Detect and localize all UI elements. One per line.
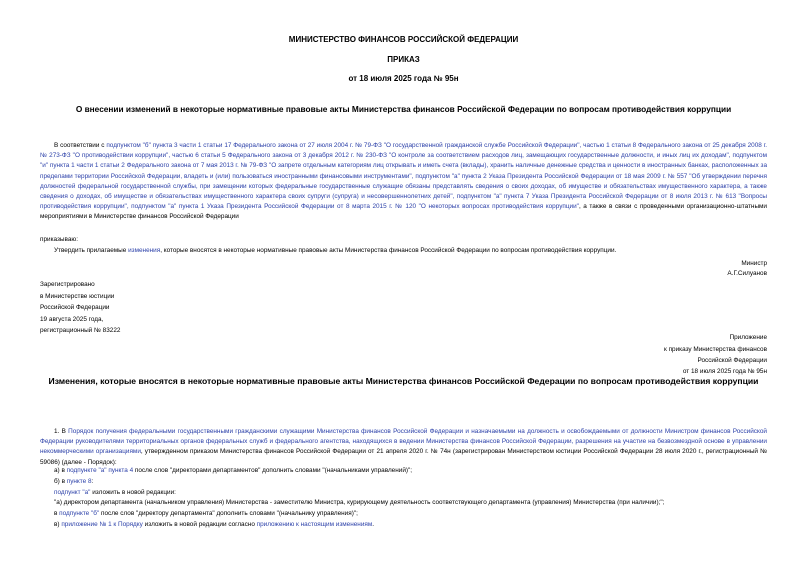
item-b-sub-1-text: изложить в новой редакции: <box>90 489 176 496</box>
approve-paragraph <box>54 246 616 256</box>
p1-text-tail: , утвержденном приказом Министерства финансов Российской Федерации от 21 апреля 2020 г. № 74н (зарегистрирован Министерством юстиции Российской Федерации 28 июля 2020 г., регистрационный № 59086) (далее - Порядок): <box>40 448 767 466</box>
order-date-number: от 18 июля 2025 года № 95н <box>348 74 459 83</box>
item-b-sub-3 <box>54 509 358 519</box>
changes-link[interactable]: изменения <box>128 247 161 254</box>
item-a-text: а) в <box>54 467 67 474</box>
preamble-text: В соответствии с <box>54 142 107 149</box>
item-b <box>54 477 93 487</box>
preamble-legal-link[interactable]: подпунктом "б" пункта 3 части 1 статьи 17 Федерального закона от 27 июля 2004 г. № 79-ФЗ "О государственной гражданской службе Российской Федерации", частью 1 статьи 8 Федерального закона от 25 декабря 2008 г. № 273-ФЗ "О противодействии коррупции", частью 6 статьи 5 Федерального закона от 3 декабря 2012 г. № 230-ФЗ "О контроле за соответствием расходов лиц, замещающих государственные должности, и иных лиц их доходам", подпунктом "и" пункта 1 части 1 статьи 2 Федерального закона от 7 мая 2013 г. № 79-ФЗ "О запрете отдельным категориям лиц открывать и иметь счета (вклады), хранить наличные денежные средства и ценности в иностранных банках, расположенных за пределами территории Российской Федерации, владеть и (или) пользоваться иностранными финансовыми инструментами", подпунктом "а" пункта 2 Указа Президента Российской Федерации от 18 мая 2009 г. № 557 "Об утверждении перечня должностей федеральной государственной службы, при замещении которых федеральные государственные служащие обязаны представлять сведения о своих доходах, об имуществе и обязательствах имущественного характера, а также сведения о доходах, об имуществе и обязательствах имущественного характера своих супруги (супруга) и несовершеннолетних детей", подпунктом "а" пункта 7 Указа Президента Российской Федерации от 8 июля 2013 г. № 613 "Вопросы противодействия коррупции", подпунктом "а" пункта 1 Указа Президента Российской Федерации от 8 марта 2015 г. № 120 "О некоторых вопросах противодействия коррупции" <box>40 142 767 211</box>
appendix-1-link[interactable]: приложение № 1 к Порядку <box>61 521 143 528</box>
appendix-line-4: от 18 июля 2025 года № 95н <box>682 368 767 375</box>
item-c-text-tail: . <box>372 521 375 528</box>
item-b-sub-3-text-tail: после слов "директору департамента" дополнить словами "(начальнику управления)"; <box>99 510 358 517</box>
item-b-sub-1 <box>54 488 176 498</box>
signature-name: А.Г.Силуанов <box>727 270 767 277</box>
appendix-line-2: к приказу Министерства финансов <box>664 346 767 353</box>
item-c-text: в) <box>54 521 62 528</box>
preamble-text-tail: , а также в связи с проведенными организационно-штатными мероприятиями в Министерстве финансов Российской Федерации <box>40 203 767 221</box>
item-c-text-mid: изложить в новой редакции согласно <box>142 521 257 528</box>
signature-position: Министр <box>741 260 767 267</box>
doc-type-heading: ПРИКАЗ <box>387 55 420 64</box>
registration-line-3: Российской Федерации <box>40 304 110 311</box>
preamble-paragraph <box>40 141 767 223</box>
appendix-changes-link[interactable]: приложению к настоящим изменениям <box>256 521 373 528</box>
appendix-line-1: Приложение <box>729 334 767 341</box>
p1-text: 1. В <box>54 428 69 435</box>
appendix-line-3: Российской Федерации <box>697 357 767 364</box>
approve-text-tail: , которые вносятся в некоторые нормативные правовые акты Министерства финансов Российской Федерации по вопросам противодействия коррупции. <box>160 247 617 254</box>
item-b-sub-1-link[interactable]: подпункт "а" <box>54 489 91 496</box>
appendix-title: Изменения, которые вносятся в некоторые нормативные правовые акты Министерства финансов Российской Федерации по вопросам противодействия коррупции <box>48 376 759 386</box>
ordered-word: приказываю: <box>40 236 78 243</box>
item-a <box>54 466 412 476</box>
item-b-sub-3-link[interactable]: подпункте "б" <box>59 510 100 517</box>
registration-line-5: регистрационный № 83222 <box>40 327 121 334</box>
item-b-text-tail: : <box>91 478 94 485</box>
ministry-heading: МИНИСТЕРСТВО ФИНАНСОВ РОССИЙСКОЙ ФЕДЕРАЦИИ <box>288 35 519 44</box>
procedure-link[interactable]: Порядок получения федеральными государственными гражданскими служащими Министерства финансов Российской Федерации и назначаемыми на должность и освобождаемыми от должности Министром финансов Российской Федерации руководителями территориальных органов федеральных служб и федерального агентства, находящихся в ведении Министерства финансов Российской Федерации, разрешения на участие на безвозмездной основе в управлении некоммерческими организациями <box>40 428 767 456</box>
item-a-link[interactable]: подпункте "а" пункта 4 <box>66 467 134 474</box>
item-c <box>54 520 374 530</box>
body-paragraph-1 <box>40 427 767 468</box>
item-a-text-tail: после слов "директорами департаментов" дополнить словами "(начальниками управлений)"; <box>133 467 413 474</box>
item-b-text: б) в <box>54 478 67 485</box>
order-title: О внесении изменений в некоторые нормативные правовые акты Министерства финансов Российской Федерации по вопросам противодействия коррупции <box>75 104 732 114</box>
approve-text: Утвердить прилагаемые <box>54 247 129 254</box>
item-b-sub-3-text: в <box>54 510 60 517</box>
item-b-link[interactable]: пункте 8 <box>66 478 92 485</box>
registration-line-1: Зарегистрировано <box>40 281 95 288</box>
registration-line-4: 19 августа 2025 года, <box>40 316 104 323</box>
item-b-sub-2: "а) директором департамента (начальником управления) Министерства - заместителю Министра, курирующему деятельность соответствующего департамента (управления) Министерства (при наличии);"; <box>54 499 665 506</box>
registration-line-2: в Министерстве юстиции <box>40 293 115 300</box>
